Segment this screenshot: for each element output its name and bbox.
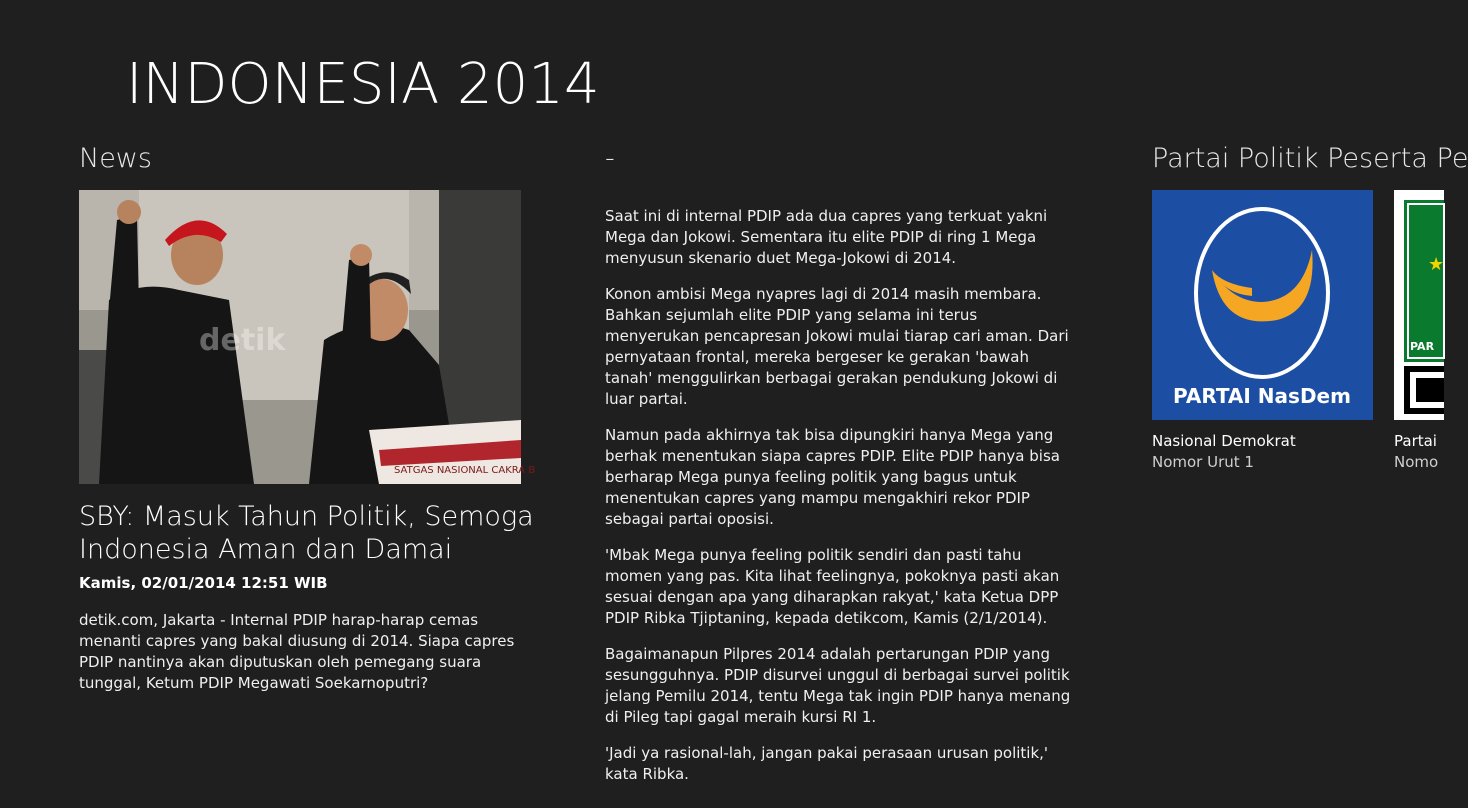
news-date: Kamis, 02/01/2014 12:51 WIB [79, 574, 328, 592]
nasdem-logo [1152, 190, 1373, 420]
party-number: Nomo [1394, 453, 1439, 471]
article-paragraph: 'Mbak Mega punya feeling politik sendiri dan pasti tahu momen yang pas. Kita lihat feelingnya, pokoknya pasti akan sesuai dengan apa yang diharapkan rakyat,' kata Ketua DPP PDIP Ribka Tjiptaning, kepada detikcom, Kamis (2/1/2014). [605, 546, 1060, 627]
nasdem-logo-text: PARTAI NasDem [1173, 384, 1351, 408]
article-paragraph: 'Jadi ya rasional-lah, jangan pakai perasaan urusan politik,' kata Ribka. [605, 744, 1049, 783]
article-paragraph: Namun pada akhirnya tak bisa dipungkiri hanya Mega yang berhak menentukan siapa capres PDIP. Elite PDIP hanya bisa berharap Mega punya feeling politik yang bagus untuk menentukan capres yang mampu mengakhiri rekor PDIP sebagai partai oposisi. [605, 426, 1060, 528]
news-photo[interactable] [79, 190, 536, 484]
article-paragraph: Konon ambisi Mega nyapres lagi di 2014 masih membara. Bahkan sejumlah elite PDIP yang selama ini terus menyerukan pencapresan Jokowi mulai tiarap cari aman. Dari pernyataan frontal, mereka bergeser ke gerakan 'bawah tanah' menggulirkan berbagai gerakan pendukung Jokowi di luar partai. [605, 285, 1069, 408]
news-photo-illustration [79, 190, 536, 484]
article-paragraph: Saat ini di internal PDIP ada dua capres yang terkuat yakni Mega dan Jokowi. Sementara itu elite PDIP di ring 1 Mega menyusun skenario duet Mega-Jokowi di 2014. [605, 207, 1048, 267]
party-2-caption[interactable] [1394, 420, 1440, 480]
news-title[interactable]: SBY: Masuk Tahun Politik, Semoga Indonesia Aman dan Damai [79, 501, 534, 565]
news-section-header[interactable]: News [79, 143, 152, 174]
party-tile-2[interactable] [1394, 190, 1444, 420]
detail-section-header: - [605, 143, 615, 174]
party-2-logo-text: PAR [1410, 340, 1435, 353]
app-title: INDONESIA 2014 [126, 52, 600, 117]
party-name[interactable]: Nasional Demokrat [1152, 432, 1296, 450]
party-2-logo [1394, 190, 1444, 420]
news-summary: detik.com, Jakarta - Internal PDIP harap-harap cemas menanti capres yang bakal diusung di 2014. Siapa capres PDIP nantinya akan diputuskan oleh pemegang suara tunggal, Ketum PDIP Megawati Soekarnoputri? [79, 611, 515, 692]
party-name[interactable]: Partai [1394, 432, 1437, 450]
podium-banner-text: SATGAS NASIONAL CAKRA B [394, 465, 536, 476]
photo-watermark: detik [199, 323, 286, 358]
party-tile-nasdem[interactable] [1152, 190, 1373, 420]
article-paragraph: Bagaimanapun Pilpres 2014 adalah pertarungan PDIP yang sesungguhnya. PDIP disurvei unggul di berbagai survei politik jelang Pemilu 2014, tentu Mega tak ingin PDIP hanya menang di Pileg tapi gagal meraih kursi RI 1. [605, 645, 1071, 726]
parties-section-header[interactable]: Partai Politik Peserta Pe [1152, 143, 1468, 174]
party-number: Nomor Urut 1 [1152, 453, 1254, 471]
svg-text:★: ★ [1428, 254, 1445, 275]
article-body [605, 206, 1075, 800]
